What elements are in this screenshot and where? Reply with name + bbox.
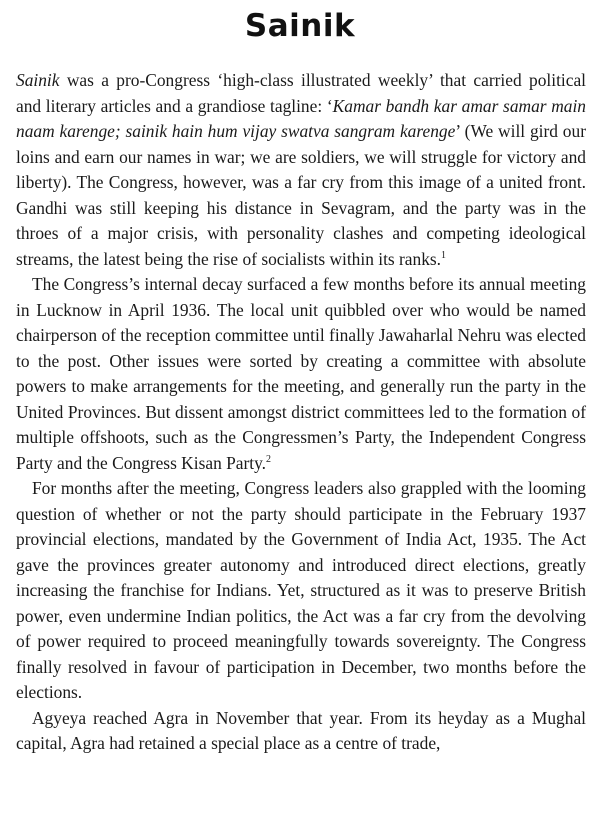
paragraph-1-text-a: was a pro-Congress ‘high-class illustrated weekly’ that carried political and literary articles and a grandiose tagline: ‘ (16, 70, 586, 116)
paragraph-2 (16, 272, 586, 476)
paragraph-1-text-b: ’ (We will gird our loins and earn our names in war; we are soldiers, we will struggle for victory and liberty). The Congress, however, was a far cry from this image of a united front. Gandhi was still keeping his distance in Sevagram, and the party was in the throes of a major crisis, with personality clashes and competing ideological streams, the latest being the rise of socialists within its ranks. (16, 121, 586, 269)
paragraph-4 (16, 706, 586, 757)
footnote-marker-1[interactable]: 1 (441, 249, 447, 261)
paragraph-4-text: Agyeya reached Agra in November that year. From its heyday as a Mughal capital, Agra had retained a special place as a centre of trade, (16, 707, 586, 753)
paragraph-3 (16, 476, 586, 706)
page-title: Sainik (244, 8, 356, 44)
tagline: Kamar bandh kar amar samar main naam karenge; sainik hain hum vijay swatva sangram karenge (16, 95, 586, 141)
body-text (16, 68, 586, 757)
paragraph-2-text: The Congress’s internal decay surfaced a few months before its annual meeting in Lucknow in April 1936. The local unit quibbled over who would be named chairperson of the reception committee until finally Jawaharlal Nehru was elected to the post. Other issues were sorted by creating a committee with absolute powers to make arrangements for the meeting, and generally run the party in the United Provinces. But dissent amongst district committees led to the formation of multiple offshoots, such as the Congressmen’s Party, the Independent Congress Party and the Congress Kisan Party. (16, 274, 586, 473)
paragraph-3-text: For months after the meeting, Congress leaders also grappled with the looming question of whether or not the party should participate in the February 1937 provincial elections, mandated by the Government of India Act, 1935. The Act gave the provinces greater autonomy and introduced direct elections, greatly increasing the franchise for Indians. Yet, structured as it was to preserve British power, even undermine Indian politics, the Act was a far cry from the devolving of power required to proceed meaningfully towards sovereignty. The Congress finally resolved in favour of participation in December, two months before the elections. (16, 478, 586, 702)
paragraph-1 (16, 68, 586, 272)
publication-name: Sainik (16, 70, 60, 90)
footnote-marker-2[interactable]: 2 (266, 453, 272, 465)
